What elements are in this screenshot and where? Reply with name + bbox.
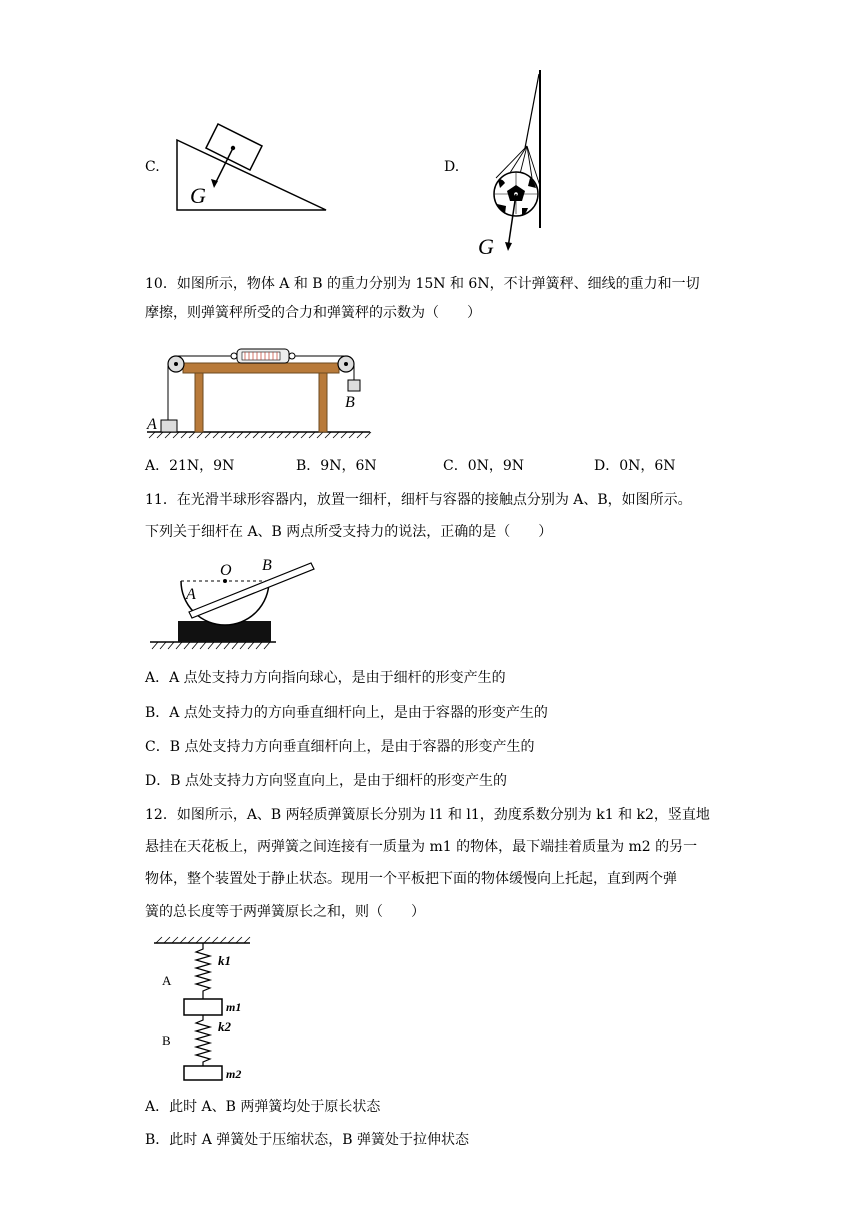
two-spring-figure xyxy=(150,935,260,1085)
q10-option-c: C．0N，9N xyxy=(443,458,525,474)
q10-stem-line1: 10．如图所示，物体 A 和 B 的重力分别为 15N 和 6N，不计弹簧秤、细线的重力和一切 xyxy=(145,276,700,292)
q12-stem-line4: 簧的总长度等于两弹簧原长之和，则（ ） xyxy=(145,904,425,920)
q12-option-a: A．此时 A、B 两弹簧均处于原长状态 xyxy=(145,1099,381,1115)
q11-stem-line1: 11．在光滑半球形容器内，放置一细杆，细杆与容器的接触点分别为 A、B，如图所示。 xyxy=(145,492,692,508)
hemisphere-rod-figure xyxy=(148,555,328,655)
q12-stem-line2: 悬挂在天花板上，两弹簧之间连接有一质量为 m1 的物体，最下端挂着质量为 m2 的另一 xyxy=(145,839,698,855)
k1-label: k1 xyxy=(218,953,231,968)
q10-stem-line2: 摩擦，则弹簧秤所受的合力和弹簧秤的示数为（ ） xyxy=(145,305,481,321)
q11-option-b: B．A 点处支持力的方向垂直细杆向上，是由于容器的形变产生的 xyxy=(145,705,548,721)
center-o-label: O xyxy=(220,562,232,579)
q12-option-b: B．此时 A 弹簧处于压缩状态，B 弹簧处于拉伸状态 xyxy=(145,1132,470,1148)
spring-b-label: B xyxy=(162,1033,171,1048)
gravity-label-d: G xyxy=(478,234,494,258)
table-spring-figure xyxy=(145,340,375,440)
incline-figure xyxy=(170,118,340,218)
block-a-label: A xyxy=(147,416,157,433)
k2-label: k2 xyxy=(218,1019,231,1034)
q10-option-b: B．9N，6N xyxy=(296,458,377,474)
q11-option-a: A．A 点处支持力方向指向球心，是由于细杆的形变产生的 xyxy=(145,670,506,686)
q12-stem-line1: 12．如图所示，A、B 两轻质弹簧原长分别为 l1 和 l1，劲度系数分别为 k1 和 k2，竖直地 xyxy=(145,807,710,823)
hanging-ball-figure xyxy=(470,68,550,258)
q11-option-c: C．B 点处支持力方向垂直细杆向上，是由于容器的形变产生的 xyxy=(145,739,535,755)
option-c-label: C. xyxy=(145,159,160,175)
block-b-label: B xyxy=(345,394,355,411)
q10-option-a: A．21N，9N xyxy=(145,458,235,474)
option-d-label: D. xyxy=(444,159,460,175)
q11-option-d: D．B 点处支持力方向竖直向上，是由于细杆的形变产生的 xyxy=(145,773,507,789)
m2-label: m2 xyxy=(226,1067,242,1081)
spring-a-label: A xyxy=(162,973,172,988)
gravity-label-c: G xyxy=(190,183,206,208)
q12-stem-line3: 物体，整个装置处于静止状态。现用一个平板把下面的物体缓慢向上托起，直到两个弹 xyxy=(145,871,677,887)
point-a-label: A xyxy=(186,586,196,603)
m1-label: m1 xyxy=(226,1000,242,1014)
q10-option-d: D．0N，6N xyxy=(594,458,676,474)
q11-stem-line2: 下列关于细杆在 A、B 两点所受支持力的说法，正确的是（ ） xyxy=(145,524,553,540)
point-b-label: B xyxy=(262,557,272,574)
